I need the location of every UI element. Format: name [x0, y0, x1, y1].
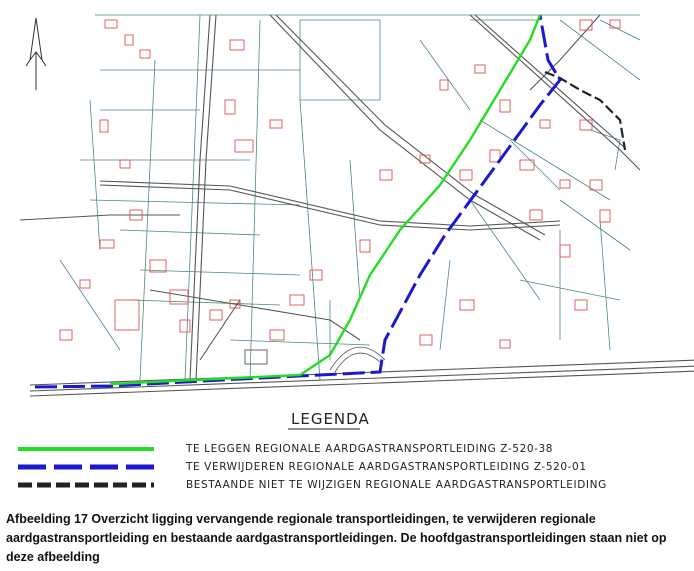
north-arrow: [26, 18, 46, 90]
legend-label-remove: TE VERWIJDEREN REGIONALE AARDGASTRANSPORTLEIDING Z-520-01: [186, 461, 587, 473]
legend-swatch-new: [16, 441, 156, 459]
removed-pipeline: [35, 15, 560, 387]
junction-arcs: [330, 347, 385, 372]
legend-item-new: [16, 441, 656, 459]
figure-caption: Afbeelding 17 Overzicht ligging vervangende regionale transportleidingen, te verwijderen regionale aardgastransportleiding en bestaande aardgastransportleidingen. De hoofdgastransportleidingen staan niet op deze afbeelding: [6, 512, 667, 564]
roads: [20, 15, 694, 396]
legend-label-new: TE LEGGEN REGIONALE AARDGASTRANSPORTLEIDING Z-520-38: [186, 443, 554, 455]
legend-swatch-existing: [16, 477, 156, 495]
gray-building: [245, 350, 267, 364]
legend-item-existing: [16, 477, 656, 495]
legend-title-underline: [288, 428, 360, 432]
legend-swatch-remove: [16, 459, 156, 477]
legend-label-existing: BESTAANDE NIET TE WIJZIGEN REGIONALE AARDGASTRANSPORTLEIDING: [186, 479, 607, 491]
legend-title: LEGENDA: [291, 410, 370, 428]
legend-item-remove: [16, 459, 656, 477]
